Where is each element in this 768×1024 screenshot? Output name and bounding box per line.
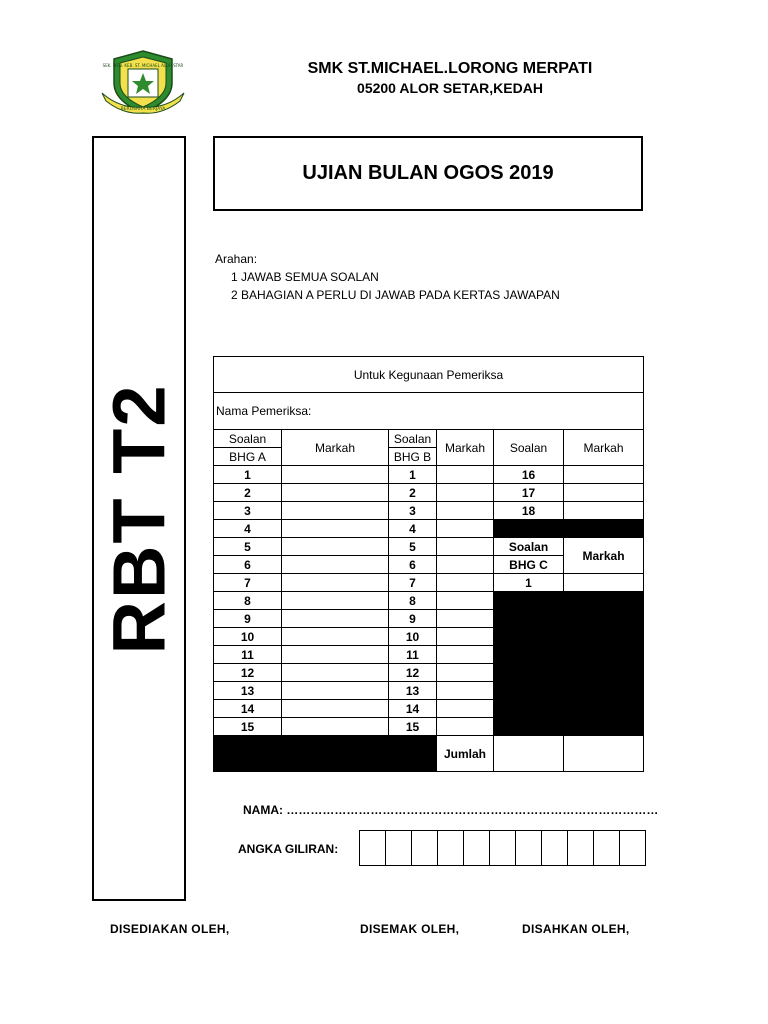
mark-cell-b[interactable]	[437, 628, 494, 646]
question-number-a: 5	[214, 538, 282, 556]
header-markah-c2: Markah	[564, 538, 644, 574]
header-soalan-b: Soalan	[389, 430, 437, 448]
question-number-c2: 1	[494, 574, 564, 592]
examiner-name-label: Nama Pemeriksa:	[214, 393, 644, 430]
header-soalan-c2: Soalan	[494, 538, 564, 556]
question-number-a: 1	[214, 466, 282, 484]
mark-cell-a[interactable]	[282, 682, 389, 700]
question-number-b: 4	[389, 520, 437, 538]
approved-by-label: DISAHKAN OLEH,	[522, 922, 630, 936]
mark-cell-a[interactable]	[282, 610, 389, 628]
instruction-item: 1 JAWAB SEMUA SOALAN	[231, 270, 379, 284]
question-number-b: 6	[389, 556, 437, 574]
index-digit-box[interactable]	[542, 831, 568, 866]
name-field[interactable]	[243, 803, 658, 817]
name-dots: …………………………………………………………………………………	[286, 803, 659, 817]
mark-cell-a[interactable]	[282, 646, 389, 664]
name-label: NAMA:	[243, 803, 283, 817]
mark-cell-a[interactable]	[282, 574, 389, 592]
school-logo	[100, 49, 186, 117]
mark-cell-a[interactable]	[282, 592, 389, 610]
question-number-a: 7	[214, 574, 282, 592]
examiner-table	[213, 356, 644, 772]
index-digit-box[interactable]	[412, 831, 438, 866]
mark-cell-b[interactable]	[437, 610, 494, 628]
mark-cell-a[interactable]	[282, 664, 389, 682]
mark-cell-b[interactable]	[437, 466, 494, 484]
question-number-a: 4	[214, 520, 282, 538]
question-number-a: 3	[214, 502, 282, 520]
table-row	[214, 574, 644, 592]
header-bhg-c: BHG C	[494, 556, 564, 574]
question-number-b: 12	[389, 664, 437, 682]
mark-cell-b[interactable]	[437, 646, 494, 664]
mark-cell-a[interactable]	[282, 466, 389, 484]
mark-cell-b[interactable]	[437, 520, 494, 538]
index-number-boxes[interactable]	[359, 830, 646, 866]
question-number-a: 6	[214, 556, 282, 574]
header-markah-c: Markah	[564, 430, 644, 466]
question-number-a: 8	[214, 592, 282, 610]
school-name: SMK ST.MICHAEL.LORONG MERPATI	[307, 60, 593, 77]
mark-cell-b[interactable]	[437, 574, 494, 592]
index-digit-box[interactable]	[360, 831, 386, 866]
table-row	[214, 466, 644, 484]
index-digit-box[interactable]	[568, 831, 594, 866]
header-bhg-a: BHG A	[214, 448, 282, 466]
index-digit-box[interactable]	[594, 831, 620, 866]
table-row	[214, 592, 644, 610]
side-label-box	[92, 136, 186, 901]
header-markah-b: Markah	[437, 430, 494, 466]
table-row	[214, 484, 644, 502]
mark-cell-c2[interactable]	[564, 574, 644, 592]
question-number-b: 1	[389, 466, 437, 484]
question-number-a: 13	[214, 682, 282, 700]
mark-cell-b[interactable]	[437, 682, 494, 700]
school-address: 05200 ALOR SETAR,KEDAH	[357, 80, 543, 96]
index-digit-box[interactable]	[464, 831, 490, 866]
question-number-b: 3	[389, 502, 437, 520]
question-number-b: 11	[389, 646, 437, 664]
index-digit-box[interactable]	[386, 831, 412, 866]
question-number-c: 16	[494, 466, 564, 484]
question-number-b: 14	[389, 700, 437, 718]
table-row	[214, 502, 644, 520]
question-number-b: 5	[389, 538, 437, 556]
mark-cell-a[interactable]	[282, 484, 389, 502]
side-label: RBT T2	[97, 383, 181, 654]
mark-cell-c[interactable]	[564, 466, 644, 484]
mark-cell-a[interactable]	[282, 538, 389, 556]
mark-cell-b[interactable]	[437, 718, 494, 736]
mark-cell-c[interactable]	[564, 484, 644, 502]
mark-cell-a[interactable]	[282, 520, 389, 538]
logo-text: SEK. MEN. KEB. ST. MICHAEL ALOR STAR	[102, 63, 184, 68]
mark-cell-b[interactable]	[437, 538, 494, 556]
mark-cell-b[interactable]	[437, 664, 494, 682]
logo-ribbon-text: BERUSAHA BERJAYA	[120, 107, 166, 112]
question-number-b: 15	[389, 718, 437, 736]
header-soalan-c: Soalan	[494, 430, 564, 466]
header-bhg-b: BHG B	[389, 448, 437, 466]
question-number-a: 2	[214, 484, 282, 502]
question-number-b: 2	[389, 484, 437, 502]
mark-cell-a[interactable]	[282, 502, 389, 520]
table-title: Untuk Kegunaan Pemeriksa	[214, 357, 644, 393]
mark-cell-b[interactable]	[437, 502, 494, 520]
exam-title: UJIAN BULAN OGOS 2019	[213, 136, 643, 211]
question-number-b: 10	[389, 628, 437, 646]
blacked-out-block	[494, 592, 644, 736]
mark-cell-a[interactable]	[282, 628, 389, 646]
index-number-label: ANGKA GILIRAN:	[238, 842, 339, 856]
index-digit-box[interactable]	[516, 831, 542, 866]
question-number-a: 14	[214, 700, 282, 718]
table-row	[214, 520, 644, 538]
mark-cell-a[interactable]	[282, 718, 389, 736]
mark-cell-b[interactable]	[437, 484, 494, 502]
question-number-b: 7	[389, 574, 437, 592]
question-number-a: 9	[214, 610, 282, 628]
blacked-out-cell	[494, 520, 644, 538]
question-number-c: 18	[494, 502, 564, 520]
question-number-b: 8	[389, 592, 437, 610]
prepared-by-label: DISEDIAKAN OLEH,	[110, 922, 230, 936]
mark-cell-b[interactable]	[437, 700, 494, 718]
mark-cell-b[interactable]	[437, 556, 494, 574]
total-row	[214, 736, 644, 772]
index-digit-box[interactable]	[438, 831, 464, 866]
instruction-item: 2 BAHAGIAN A PERLU DI JAWAB PADA KERTAS JAWAPAN	[231, 288, 560, 302]
question-number-b: 9	[389, 610, 437, 628]
index-digit-box[interactable]	[490, 831, 516, 866]
total-cell-1[interactable]	[494, 736, 564, 772]
question-number-a: 10	[214, 628, 282, 646]
mark-cell-c[interactable]	[564, 502, 644, 520]
total-label: Jumlah	[437, 736, 494, 772]
question-number-a: 11	[214, 646, 282, 664]
question-number-a: 12	[214, 664, 282, 682]
checked-by-label: DISEMAK OLEH,	[360, 922, 460, 936]
instructions	[215, 250, 560, 304]
mark-cell-a[interactable]	[282, 700, 389, 718]
total-cell-2[interactable]	[564, 736, 644, 772]
question-number-c: 17	[494, 484, 564, 502]
blacked-out-total	[214, 736, 437, 772]
instructions-title: Arahan:	[215, 252, 258, 266]
table-row	[214, 538, 644, 556]
mark-cell-a[interactable]	[282, 556, 389, 574]
question-number-a: 15	[214, 718, 282, 736]
header-soalan-a: Soalan	[214, 430, 282, 448]
question-number-b: 13	[389, 682, 437, 700]
header-markah-a: Markah	[282, 430, 389, 466]
mark-cell-b[interactable]	[437, 592, 494, 610]
index-digit-box[interactable]	[620, 831, 646, 866]
